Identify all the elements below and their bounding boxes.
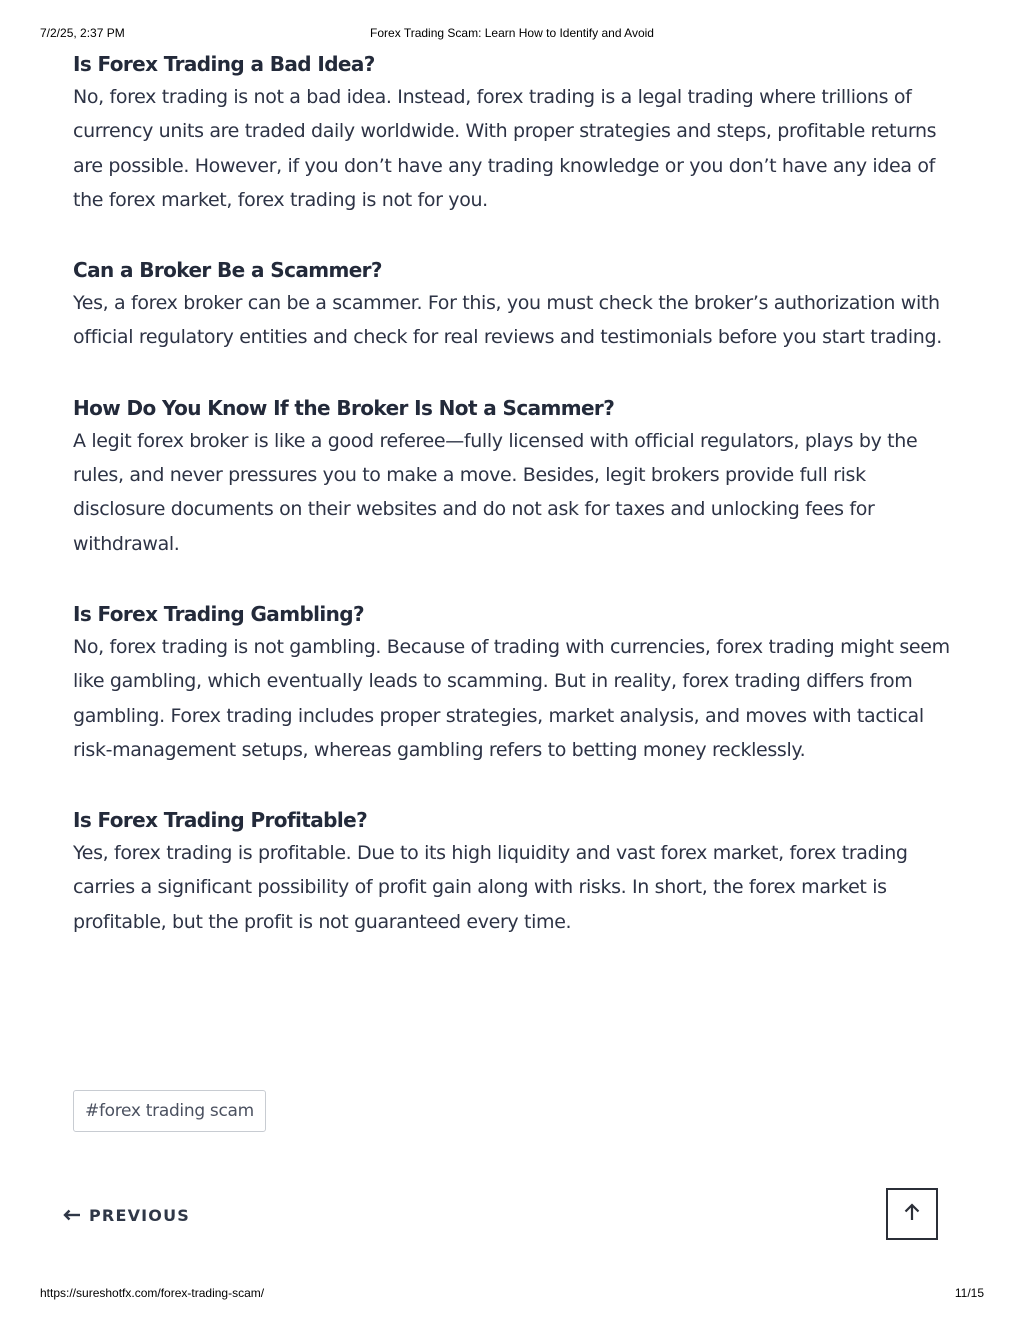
back-to-top-button[interactable]	[886, 1188, 938, 1240]
faq-section	[73, 50, 953, 978]
print-header	[40, 26, 984, 42]
print-url: https://sureshotfx.com/forex-trading-scam/	[40, 1286, 265, 1300]
faq-item	[73, 806, 953, 939]
tag-link[interactable]: #forex trading scam	[73, 1090, 266, 1132]
previous-post-link[interactable]	[63, 1203, 190, 1227]
faq-answer: No, forex trading is not a bad idea. Instead, forex trading is a legal trading where trillions of currency units are traded daily worldwide. With proper strategies and steps, profitable returns are possible. However, if you don’t have any trading knowledge or you don’t have any idea of the forex market, forex trading is not for you.	[73, 86, 937, 211]
print-datetime: 7/2/25, 2:37 PM	[40, 26, 125, 40]
page-number: 11/15	[954, 1286, 984, 1300]
faq-answer: Yes, forex trading is profitable. Due to its high liquidity and vast forex market, forex trading carries a significant possibility of profit gain along with risks. In short, the forex market is profitable, but the profit is not guaranteed every time.	[73, 842, 908, 933]
faq-answer: No, forex trading is not gambling. Because of trading with currencies, forex trading might seem like gambling, which eventually leads to scamming. But in reality, forex trading differs from gambling. Forex trading includes proper strategies, market analysis, and moves with tactical risk-management setups, whereas gambling refers to betting money recklessly.	[73, 635, 950, 761]
faq-question: Is Forex Trading Profitable?	[73, 808, 368, 833]
faq-item	[73, 600, 953, 767]
faq-answer: A legit forex broker is like a good referee—fully licensed with official regulators, plays by the rules, and never pressures you to make a move. Besides, legit brokers provide full risk disclosure documents on their websites and do not ask for taxes and unlocking fees for withdrawal.	[73, 429, 918, 555]
faq-question: Can a Broker Be a Scammer?	[73, 258, 382, 283]
print-title: Forex Trading Scam: Learn How to Identify and Avoid	[370, 26, 654, 40]
faq-question: Is Forex Trading a Bad Idea?	[73, 52, 375, 76]
faq-item	[73, 50, 953, 217]
print-footer	[40, 1286, 984, 1302]
faq-item	[73, 256, 953, 355]
faq-item	[73, 394, 953, 561]
arrow-up-icon	[902, 1202, 922, 1226]
arrow-left-icon	[63, 1209, 81, 1221]
faq-question: How Do You Know If the Broker Is Not a Scammer?	[73, 395, 615, 420]
faq-answer: Yes, a forex broker can be a scammer. For this, you must check the broker’s authorization with official regulatory entities and check for real reviews and testimonials before you start trading.	[73, 292, 942, 349]
previous-label: PREVIOUS	[89, 1205, 191, 1225]
faq-question: Is Forex Trading Gambling?	[73, 601, 365, 626]
